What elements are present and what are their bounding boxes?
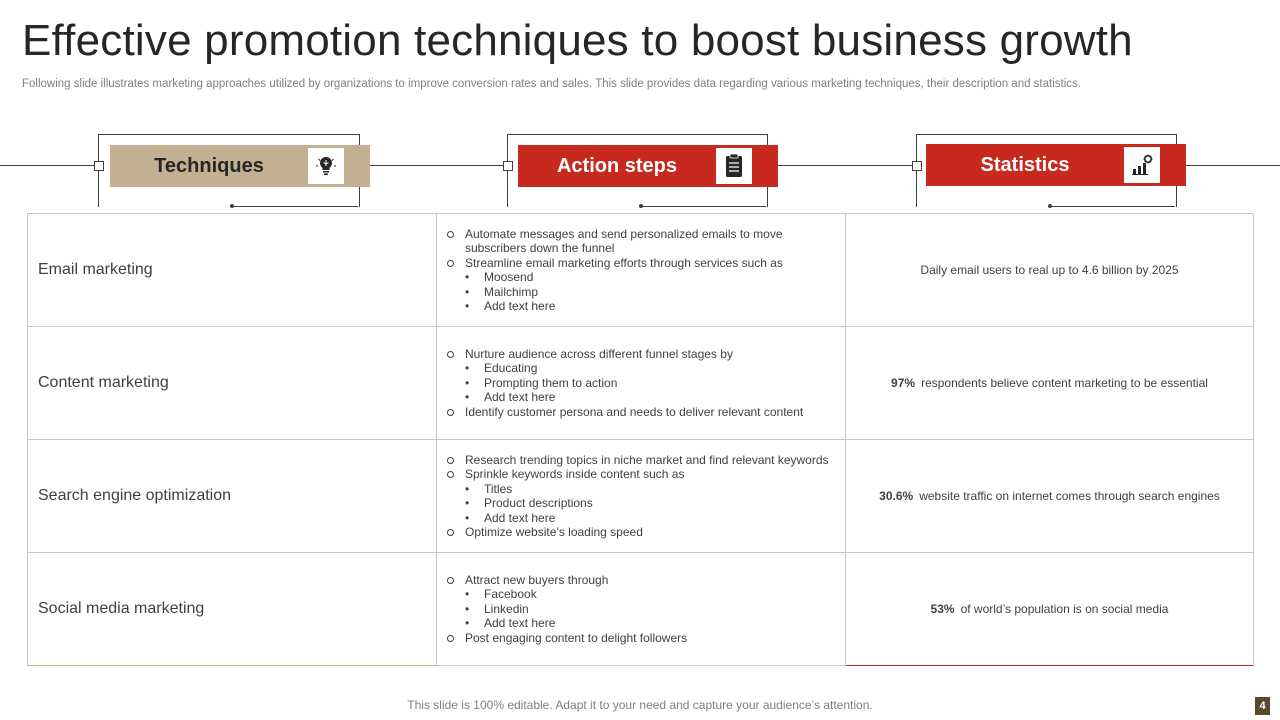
table-cell-technique [28, 440, 437, 553]
action-item: Nurture audience across different funnel stages by [445, 347, 803, 362]
header-action-steps [518, 145, 778, 187]
statistic-text: Daily email users to real up to 4.6 billion by 2025 [920, 263, 1179, 277]
action-item: Streamline email marketing efforts through services such as [445, 256, 845, 271]
brain-bulb-icon [308, 148, 344, 184]
action-subitem: • Educating [445, 361, 803, 376]
action-subitem: • Add text here [445, 511, 829, 526]
page-title: Effective promotion techniques to boost business growth [22, 16, 1133, 65]
action-item: Research trending topics in niche market and find relevant keywords [445, 453, 829, 468]
table-cell-technique [28, 327, 437, 440]
action-subitem: • Moosend [445, 270, 845, 285]
connector-dot [639, 204, 643, 208]
clipboard-icon [716, 148, 752, 184]
action-subitem: • Linkedin [445, 602, 687, 617]
action-item: Post engaging content to delight followers [445, 631, 687, 646]
action-subitem: • Titles [445, 482, 829, 497]
header-connector-line [369, 165, 507, 166]
technique-label: Search engine optimization [38, 487, 232, 504]
table-cell-statistic [846, 553, 1254, 666]
table-cell-technique [28, 553, 437, 666]
action-subitem: • Mailchimp [445, 285, 845, 300]
action-subitem: • Prompting them to action [445, 376, 803, 391]
action-item: Optimize website’s loading speed [445, 525, 829, 540]
statistic-value: 97% [891, 376, 916, 390]
action-item: Identify customer persona and needs to deliver relevant content [445, 405, 803, 420]
page-number: 4 [1255, 697, 1270, 715]
footer-note: This slide is 100% editable. Adapt it to your need and capture your audience’s attention. [407, 698, 873, 712]
action-subitem: • Facebook [445, 587, 687, 602]
statistic-value: 53% [930, 602, 955, 616]
technique-label: Content marketing [38, 374, 169, 391]
header-bracket [232, 206, 358, 207]
techniques-table [27, 213, 1253, 666]
action-list [445, 227, 845, 314]
table-cell-actions [437, 327, 846, 440]
header-statistics-label: Statistics [980, 153, 1070, 176]
header-bracket [1050, 206, 1175, 207]
connector-square [503, 161, 513, 171]
header-connector-line [778, 165, 916, 166]
table-cell-actions [437, 214, 846, 327]
page-subtitle: Following slide illustrates marketing approaches utilized by organizations to improve conversion rates and sales. This slide provides data regarding various marketing techniques, their description and statistics. [22, 78, 1081, 90]
action-list [445, 347, 803, 420]
action-subitem: • Add text here [445, 390, 803, 405]
statistic-value: 30.6% [879, 489, 914, 503]
connector-dot [1048, 204, 1052, 208]
action-subitem: • Product descriptions [445, 496, 829, 511]
header-statistics [926, 144, 1186, 186]
header-bracket [641, 206, 766, 207]
technique-label: Social media marketing [38, 600, 205, 617]
table-cell-statistic [846, 214, 1254, 327]
action-list [445, 453, 829, 540]
header-action-steps-label: Action steps [556, 154, 678, 177]
table-cell-actions [437, 553, 846, 666]
action-subitem: • Add text here [445, 299, 845, 314]
header-connector-line [0, 165, 98, 166]
connector-square [94, 161, 104, 171]
header-connector-line [1186, 165, 1280, 166]
technique-label: Email marketing [38, 261, 153, 278]
table-cell-statistic [846, 327, 1254, 440]
action-item: Attract new buyers through [445, 573, 687, 588]
statistic-text: of world’s population is on social media [960, 602, 1169, 616]
action-list [445, 573, 687, 646]
header-techniques [110, 145, 370, 187]
chart-gear-icon [1124, 147, 1160, 183]
action-subitem: • Add text here [445, 616, 687, 631]
table-cell-statistic [846, 440, 1254, 553]
connector-dot [230, 204, 234, 208]
table-cell-actions [437, 440, 846, 553]
action-item: Automate messages and send personalized emails to move subscribers down the funnel [445, 227, 845, 256]
statistic-text: respondents believe content marketing to be essential [921, 376, 1208, 390]
action-item: Sprinkle keywords inside content such as [445, 467, 829, 482]
table-cell-technique [28, 214, 437, 327]
statistic-text: website traffic on internet comes through search engines [919, 489, 1220, 503]
connector-square [912, 161, 922, 171]
header-techniques-label: Techniques [154, 154, 264, 177]
